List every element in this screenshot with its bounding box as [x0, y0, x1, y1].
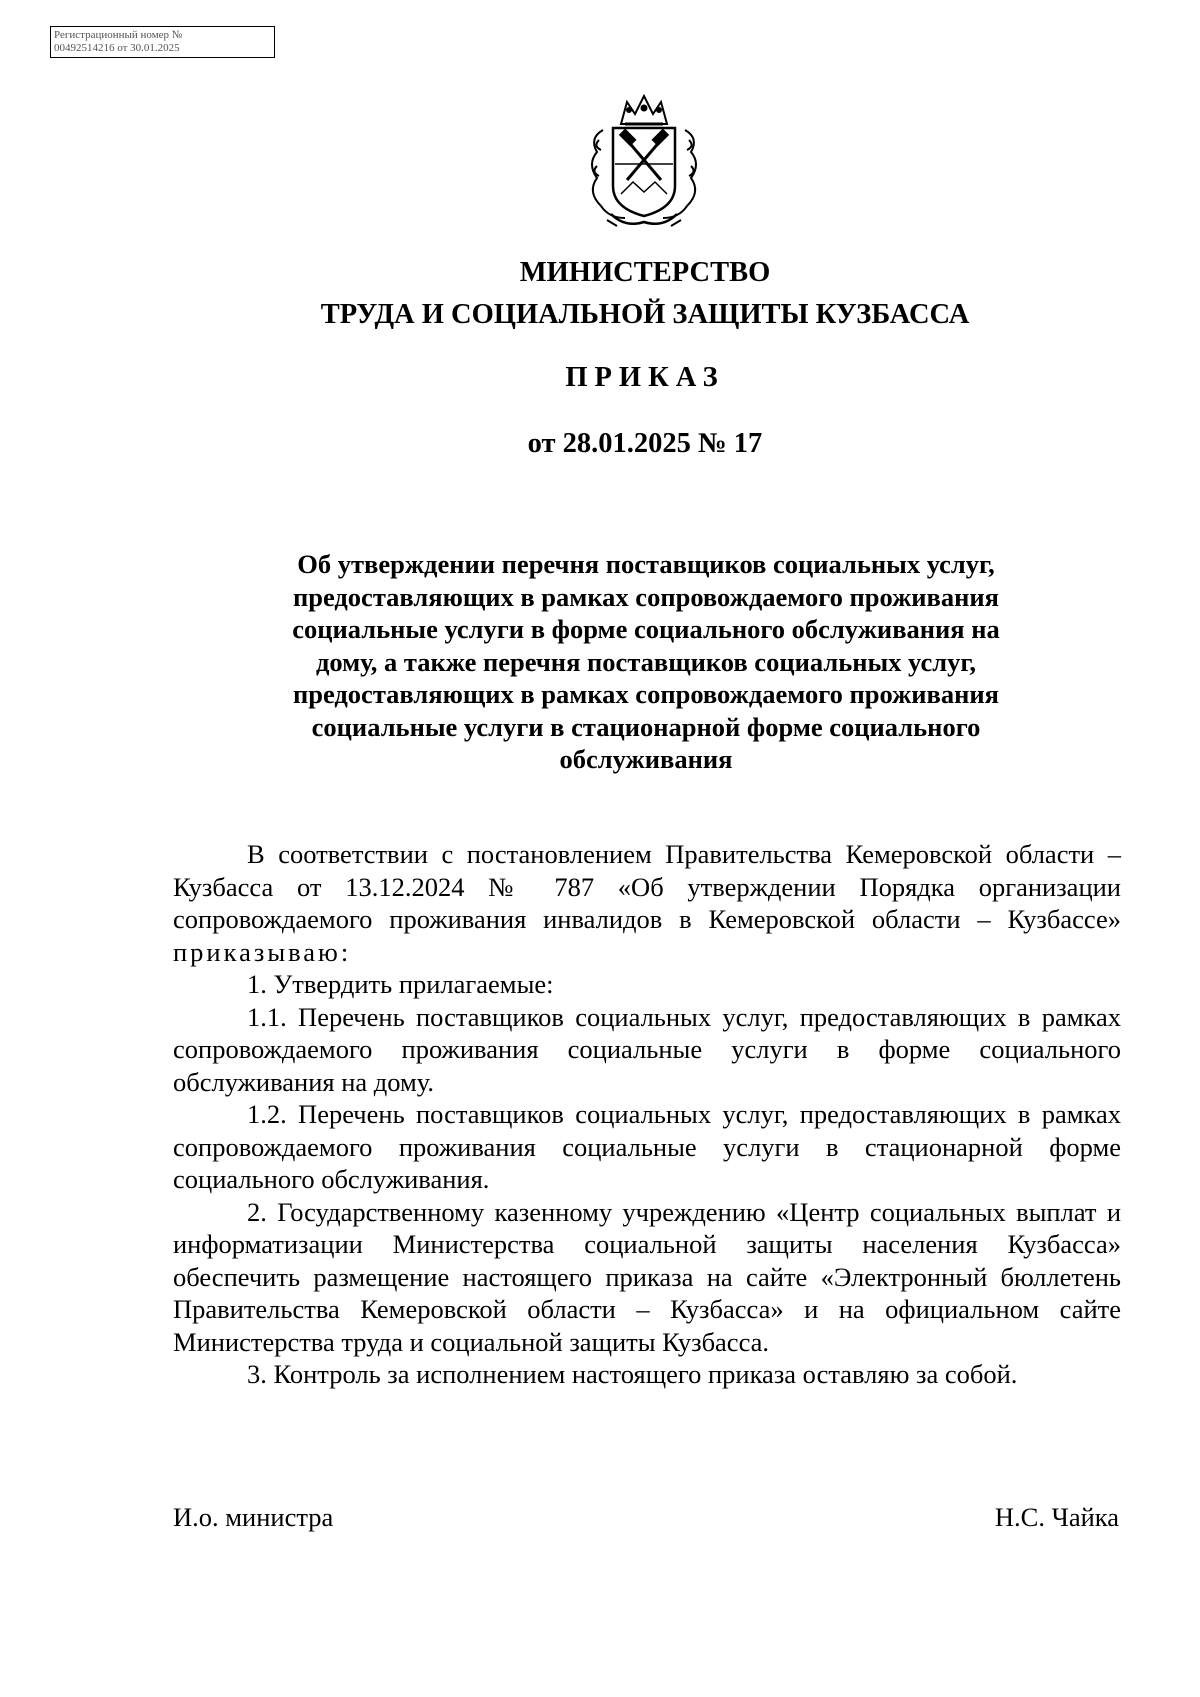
signatory-title: И.о. министра [173, 1502, 334, 1532]
paragraph-2: 2. Государственному казенному учреждению «Центр социальных выплат и информатизации Министерства социальной защиты населения Кузбасса» обеспечить размещение настоящего приказа на сайте «Электронный бюллетень Правительства Кемеровской области – Кузбасса» и на официальном сайте Министерства труда и социальной защиты Кузбасса. [173, 1196, 1121, 1357]
order-subject: Об утверждении перечня поставщиков социальных услуг, предоставляющих в рамках сопровождаемого проживания социальные услуги в форме социального обслуживания на дому, а также перечня поставщиков социальных услуг, предоставляющих в рамках сопровождаемого проживания социальные услуги в стационарной форме социального обслуживания [292, 549, 1000, 774]
preamble-text: В соответствии с постановлением Правительства Кемеровской области – Кузбасса от 13.12.2024 № 787 «Об утверждении Порядка организации сопровождаемого проживания инвалидов в Кемеровской области – Кузбассе» [173, 839, 1121, 934]
registration-line-1: Регистрационный номер № [54, 29, 183, 41]
order-title: ПРИКАЗ [565, 362, 725, 393]
registration-line-2: 00492514216 от 30.01.2025 [54, 42, 180, 54]
paragraph-1-2: 1.2. Перечень поставщиков социальных услуг, предоставляющих в рамках сопровождаемого проживания социальные услуги в стационарной форме социального обслуживания. [173, 1099, 1121, 1194]
paragraph-3: 3. Контроль за исполнением настоящего приказа оставляю за собой. [247, 1359, 1018, 1389]
registration-stamp [50, 26, 275, 58]
paragraph-1-1: 1.1. Перечень поставщиков социальных услуг, предоставляющих в рамках сопровождаемого проживания социальные услуги в форме социального обслуживания на дому. [173, 1001, 1121, 1097]
ministry-heading [0, 252, 1200, 336]
paragraph-1: 1. Утвердить прилагаемые: [247, 969, 554, 999]
ministry-line-2: ТРУДА И СОЦИАЛЬНОЙ ЗАЩИТЫ КУЗБАССА [320, 299, 970, 330]
order-body [173, 838, 1121, 1391]
kuzbass-coat-of-arms-icon [581, 94, 707, 234]
ministry-line-1: МИНИСТЕРСТВО [519, 257, 771, 288]
order-date-number: от 28.01.2025 № 17 [527, 428, 763, 459]
preamble-paragraph [173, 838, 1121, 968]
signatory-name: Н.С. Чайка [994, 1502, 1119, 1532]
order-word: приказываю: [173, 936, 352, 967]
